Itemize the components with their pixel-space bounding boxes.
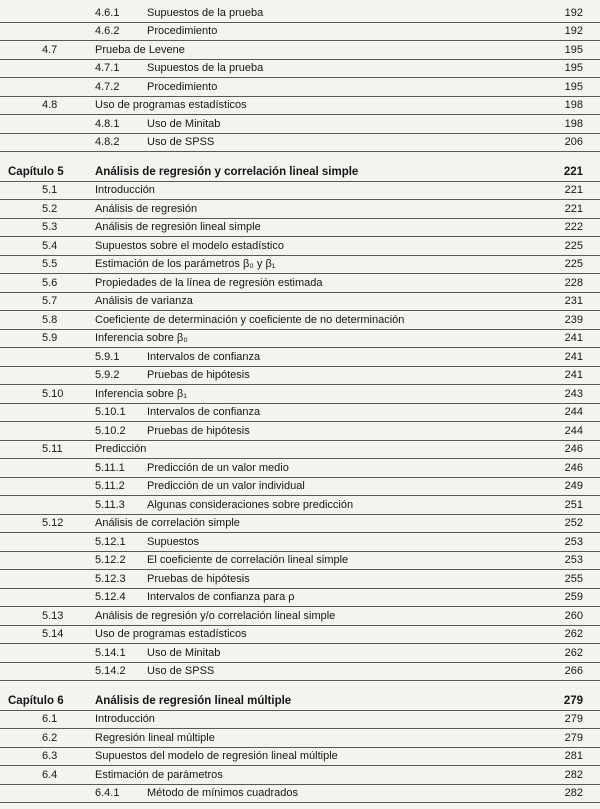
toc-entry-row — [0, 766, 600, 785]
entry-title: Supuestos — [147, 535, 199, 548]
entry-page-number: 282 — [564, 768, 583, 781]
entry-title: Análisis de correlación simple — [95, 517, 240, 529]
toc-entry-row — [0, 23, 600, 42]
toc-entry-row — [0, 711, 600, 730]
toc-entry-row — [0, 748, 600, 767]
entry-title: Predicción de un valor individual — [147, 480, 305, 492]
entry-title: Introducción — [95, 713, 155, 725]
entry-page-number: 279 — [564, 713, 583, 725]
toc-entry-row — [0, 478, 600, 497]
entry-title: Pruebas de hipótesis — [147, 369, 250, 381]
entry-page-number: 255 — [564, 572, 583, 585]
entry-number: 4.6.2 — [95, 25, 120, 37]
toc-entry-row — [0, 515, 600, 534]
toc-entry-row — [0, 570, 600, 589]
entry-number: 5.2 — [42, 202, 58, 215]
entry-title: Procedimiento — [147, 80, 218, 93]
entry-title: Pruebas de hipótesis — [147, 572, 250, 585]
entry-page-number: 253 — [564, 535, 583, 548]
entry-page-number: 282 — [564, 787, 583, 799]
entry-number: 5.12.4 — [95, 591, 126, 603]
entry-number: 4.8 — [42, 99, 58, 111]
entry-title: Regresión lineal múltiple — [95, 731, 215, 744]
entry-page-number: 281 — [564, 750, 583, 762]
toc-entry-row — [0, 97, 600, 116]
toc-entry-row — [0, 367, 600, 386]
entry-page-number: 246 — [564, 461, 583, 474]
entry-page-number: 198 — [564, 117, 583, 130]
entry-title: Análisis de regresión lineal simple — [95, 221, 261, 233]
entry-title: El coeficiente de correlación lineal simple — [147, 554, 349, 566]
toc-entry-row — [0, 330, 600, 349]
entry-title: Intervalos de confianza para ρ — [147, 591, 295, 603]
entry-page-number: 249 — [564, 480, 583, 492]
entry-title: Intervalos de confianza — [147, 350, 261, 363]
toc-entry-row — [0, 4, 600, 23]
entry-title: Estimación de los parámetros β₀ y β₁ — [95, 258, 276, 270]
entry-page-number: 225 — [564, 239, 583, 252]
entry-page-number: 266 — [564, 665, 583, 677]
entry-number: 5.11.2 — [95, 480, 125, 492]
toc-entry-row — [0, 311, 600, 330]
entry-page-number: 228 — [564, 276, 583, 289]
entry-title: Análisis de regresión y/o correlación lineal simple — [95, 609, 336, 622]
entry-number: 6.1 — [42, 713, 58, 725]
entry-page-number: 241 — [564, 369, 583, 381]
table-of-contents — [0, 4, 600, 803]
toc-entry-row — [0, 182, 600, 201]
entry-number: 5.7 — [42, 295, 58, 307]
entry-number: 5.14 — [42, 628, 64, 640]
entry-number: 5.9.2 — [95, 369, 120, 381]
entry-number: 5.10.1 — [95, 406, 126, 418]
entry-title: Uso de SPSS — [147, 136, 215, 148]
entry-page-number: 241 — [564, 350, 583, 363]
chapter-page-number: 279 — [563, 694, 583, 707]
entry-number: 5.5 — [42, 258, 58, 270]
entry-title: Predicción de un valor medio — [147, 461, 289, 474]
chapter-heading-row — [0, 163, 600, 182]
entry-page-number: 279 — [564, 731, 583, 744]
toc-entry-row — [0, 348, 600, 367]
toc-entry-row — [0, 552, 600, 571]
entry-title: Análisis de regresión — [95, 202, 198, 215]
entry-number: 5.4 — [42, 239, 58, 252]
entry-number: 4.7 — [42, 43, 58, 56]
entry-title: Intervalos de confianza — [147, 406, 261, 418]
toc-entry-row — [0, 441, 600, 460]
entry-page-number: 262 — [564, 628, 583, 640]
toc-entry-row — [0, 404, 600, 423]
toc-entry-row — [0, 385, 600, 404]
entry-page-number: 192 — [564, 25, 583, 37]
entry-page-number: 221 — [564, 184, 583, 196]
entry-page-number: 239 — [564, 313, 583, 326]
entry-title: Pruebas de hipótesis — [147, 424, 250, 437]
entry-number: 5.12.2 — [95, 554, 126, 566]
entry-number: 5.13 — [42, 609, 64, 622]
entry-title: Uso de programas estadísticos — [95, 99, 247, 111]
entry-title: Uso de Minitab — [147, 117, 221, 130]
entry-number: 6.2 — [42, 731, 58, 744]
entry-title: Supuestos sobre el modelo estadístico — [95, 239, 284, 252]
entry-number: 5.10.2 — [95, 424, 126, 437]
entry-page-number: 244 — [564, 424, 583, 437]
entry-page-number: 195 — [564, 43, 583, 56]
chapter-page-number: 221 — [563, 165, 583, 178]
toc-entry-row — [0, 134, 600, 153]
entry-number: 5.6 — [42, 276, 58, 289]
toc-entry-row — [0, 663, 600, 682]
entry-number: 5.8 — [42, 313, 58, 326]
toc-entry-row — [0, 607, 600, 626]
entry-title: Procedimiento — [147, 25, 218, 37]
entry-title: Método de mínimos cuadrados — [147, 787, 299, 799]
entry-title: Uso de programas estadísticos — [95, 628, 247, 640]
toc-section — [0, 4, 600, 152]
entry-page-number: 192 — [564, 6, 583, 19]
toc-entry-row — [0, 219, 600, 238]
entry-title: Predicción — [95, 443, 147, 455]
entry-page-number: 243 — [564, 387, 583, 400]
chapter-title: Análisis de regresión lineal múltiple — [95, 694, 292, 707]
entry-page-number: 253 — [564, 554, 583, 566]
toc-entry-row — [0, 626, 600, 645]
entry-number: 6.4.1 — [95, 787, 120, 799]
toc-entry-row — [0, 785, 600, 804]
entry-number: 6.4 — [42, 768, 58, 781]
entry-title: Coeficiente de determinación y coeficiente de no determinación — [95, 313, 405, 326]
entry-number: 5.9.1 — [95, 350, 120, 363]
toc-entry-row — [0, 422, 600, 441]
entry-page-number: 231 — [564, 295, 583, 307]
entry-page-number: 195 — [564, 62, 583, 74]
entry-page-number: 259 — [564, 591, 583, 603]
entry-number: 4.8.1 — [95, 117, 120, 130]
chapter-heading-row — [0, 692, 600, 711]
entry-title: Inferencia sobre β₁ — [95, 387, 187, 400]
entry-number: 5.3 — [42, 221, 58, 233]
entry-number: 4.8.2 — [95, 136, 120, 148]
entry-title: Supuestos del modelo de regresión lineal múltiple — [95, 750, 338, 762]
entry-page-number: 195 — [564, 80, 583, 93]
entry-number: 4.6.1 — [95, 6, 120, 19]
entry-title: Supuestos de la prueba — [147, 62, 264, 74]
entry-number: 5.10 — [42, 387, 64, 400]
entry-page-number: 246 — [564, 443, 583, 455]
entry-number: 5.14.1 — [95, 646, 126, 659]
toc-entry-row — [0, 78, 600, 97]
entry-page-number: 225 — [564, 258, 583, 270]
toc-entry-row — [0, 274, 600, 293]
chapter-label: Capítulo 5 — [8, 165, 64, 178]
toc-entry-row — [0, 41, 600, 60]
entry-title: Introducción — [95, 184, 155, 196]
toc-entry-row — [0, 644, 600, 663]
chapter-label: Capítulo 6 — [8, 694, 64, 707]
entry-number: 5.11.1 — [95, 461, 125, 474]
entry-title: Uso de SPSS — [147, 665, 215, 677]
entry-page-number: 206 — [564, 136, 583, 148]
entry-number: 5.12.3 — [95, 572, 126, 585]
toc-entry-row — [0, 729, 600, 748]
entry-number: 4.7.2 — [95, 80, 120, 93]
entry-title: Uso de Minitab — [147, 646, 221, 659]
entry-title: Análisis de varianza — [95, 295, 193, 307]
entry-page-number: 251 — [564, 498, 583, 511]
toc-entry-row — [0, 200, 600, 219]
entry-page-number: 262 — [564, 646, 583, 659]
entry-number: 5.12 — [42, 517, 64, 529]
entry-number: 5.11 — [42, 443, 63, 455]
toc-entry-row — [0, 115, 600, 134]
toc-entry-row — [0, 459, 600, 478]
entry-page-number: 198 — [564, 99, 583, 111]
toc-entry-row — [0, 60, 600, 79]
entry-title: Inferencia sobre β₀ — [95, 332, 188, 344]
toc-entry-row — [0, 533, 600, 552]
chapter-title: Análisis de regresión y correlación lineal simple — [95, 165, 359, 178]
entry-page-number: 260 — [564, 609, 583, 622]
entry-title: Estimación de parámetros — [95, 768, 223, 781]
toc-section — [0, 692, 600, 803]
entry-page-number: 244 — [564, 406, 583, 418]
toc-entry-row — [0, 589, 600, 608]
toc-entry-row — [0, 496, 600, 515]
entry-page-number: 252 — [564, 517, 583, 529]
toc-entry-row — [0, 256, 600, 275]
entry-page-number: 221 — [564, 202, 583, 215]
entry-number: 5.11.3 — [95, 498, 125, 511]
toc-entry-row — [0, 237, 600, 256]
entry-number: 4.7.1 — [95, 62, 120, 74]
toc-entry-row — [0, 293, 600, 312]
entry-title: Algunas consideraciones sobre predicción — [147, 498, 354, 511]
entry-number: 6.3 — [42, 750, 58, 762]
entry-page-number: 241 — [564, 332, 583, 344]
entry-title: Supuestos de la prueba — [147, 6, 264, 19]
entry-number: 5.14.2 — [95, 665, 126, 677]
entry-page-number: 222 — [564, 221, 583, 233]
entry-number: 5.12.1 — [95, 535, 126, 548]
entry-title: Prueba de Levene — [95, 43, 185, 56]
toc-section — [0, 163, 600, 681]
entry-title: Propiedades de la línea de regresión estimada — [95, 276, 323, 289]
entry-number: 5.9 — [42, 332, 58, 344]
entry-number: 5.1 — [42, 184, 58, 196]
